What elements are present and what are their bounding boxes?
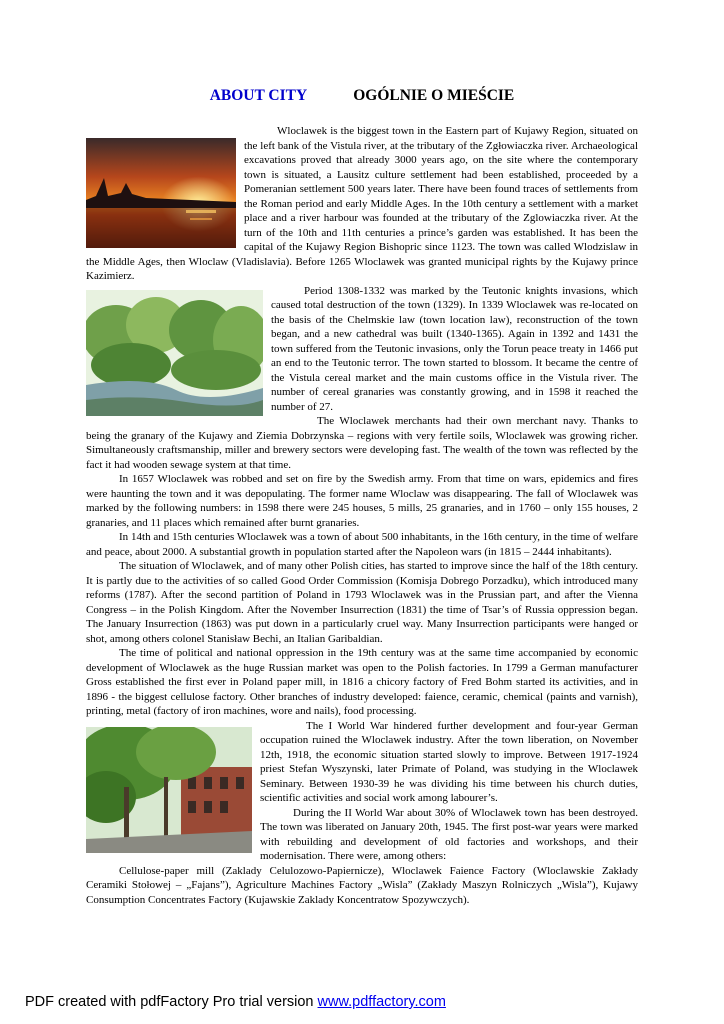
page-title — [86, 86, 638, 106]
title-polish: OGÓLNIE O MIEŚCIE — [353, 87, 515, 104]
article-body — [86, 124, 638, 907]
title-english: ABOUT CITY — [209, 87, 308, 104]
paragraph: The I World War hindered further development and four-year German occupation ruined the Wloclawek industry. After the town liberation, on November 12th, 1918, the economic situation started slowly to improve. Between 1917-1924 priest Stefan Wyszynski, later Primate of Poland, was studying in the Wloclawek Seminary. Between 1930-39 he was dividing his time between his church duties, scientific activities and social work among labourer’s. — [260, 719, 638, 804]
footer-text: PDF created with pdfFactory Pro trial version — [25, 994, 318, 1010]
pdf-footer — [25, 992, 715, 1012]
paragraph: Period 1308-1332 was marked by the Teutonic knights invasions, which caused total destruction of the town (1329). In 1339 Wloclawek was re-located on the basis of the Chelmskie law (town location law), reconstruction of the town began, and a new cathedral was built (1340-1365). Again in 1392 and 1431 the town suffered from the Teutonic invasions, only the Torun peace treaty in 1466 put an end to the Teutonic terror. The town started to blossom. It became the centre of the Vistula cereal market and the main customs office in the Vistula river. The number of cereal granaries was constantly growing, and in 1598 it reached the number of 27. — [271, 284, 638, 413]
paragraph: Wloclawek is the biggest town in the Eastern part of Kujawy Region, situated on the left bank of the Vistula river, at the tributary of the Zgłowiaczka river. Archaeological excavations proved that already 3000 years ago, on the site where the contemporary town is situated, a Lausitz culture settlement had been established, proceeded by a Pomeranian settlement 500 years later. There have been found traces of settlements from the Roman period and early Middle Ages. In the 10th century a settlement with a market place and a river harbour was founded at the tributary of the Zglowiaczka river. At the turn of the 10th and 11th centuries a prince’s garden was established. It has been the capital of the Kujawy Region Bishopric since 1123. The town was called Wlodzislaw in the Middle Ages, then Wloclaw (Vladislavia). Before 1265 Wloclawek was granted municipal rights by the Kujawy prince Kazimierz. — [86, 125, 638, 282]
willow-river-park-photo — [86, 290, 263, 416]
paragraph: Cellulose-paper mill (Zaklady Celulozowo-Papiernicze), Wloclawek Faience Factory (Wloclawskie Zakłady Ceramiki Stołowej – „Fajans”), Agriculture Machines Factory „Wisla” (Zakłady Maszyn Rolniczych „Wisla”), Kujawy Consumption Concentrates Factory (Kujawskie Zaklady Koncentratow Spozywczych). — [86, 864, 638, 906]
paragraph: During the II World War about 30% of Wloclawek town has been destroyed. The town was liberated on January 20th, 1945. The first post-war years were marked with rebuilding and development of old factories and workshops, and their modernisation. There were, among others: — [260, 806, 638, 862]
paragraph: In 1657 Wloclawek was robbed and set on fire by the Swedish army. From that time on wars, epidemics and fires were haunting the town and it was depopulating. The former name Wloclaw was disappearing. The fall of Wloclawek was marked by the following numbers: in 1598 there were 245 houses, 5 mills, 25 granaries, and in 1760 – only 155 houses, 2 granaries, and 11 places which remained after burnt granaries. — [86, 473, 638, 529]
tree-lined-street-photo — [86, 727, 252, 853]
footer-link[interactable]: www.pdffactory.com — [317, 994, 446, 1010]
sunset-river-photo — [86, 138, 236, 248]
paragraph: In 14th and 15th centuries Wloclawek was a town of about 500 inhabitants, in the 16th century, in the time of welfare and peace, about 2000. A substantial growth in population started after the Napoleon wars (in 1815 – 2444 inhabitants). — [86, 531, 638, 558]
paragraph: The time of political and national oppression in the 19th century was at the same time accompanied by economic development of Wloclawek as the huge Russian market was open to the Polish factories. In 1799 a German manufacturer Gross established the first ever in Poland paper mill, in 1816 a chicory factory of Fred Bohm started its activities, and in 1896 - the biggest cellulose factory. Other branches of industry developed: faience, ceramic, chemical (paints and varnish), printing, metal (factory of iron machines, wore and nails), food processing. — [86, 647, 638, 717]
paragraph: The situation of Wloclawek, and of many other Polish cities, has started to improve since the half of the 18th century. It is partly due to the activities of so called Good Order Commission (Komisja Dobrego Porzadku), which introduced many reforms (1787). After the second partition of Poland in 1793 Wloclawek was in the Prussian part, and after the Vienna Congress – in the Polish Kingdom. After the November Insurrection (1831) the time of Tsar’s of Russia oppression began. The January Insurrection (1863) was put down in a particularly cruel way. Many Insurrection participants were hanged or shot, among others colonel Stanisław Bechi, an Italian Garibaldian. — [86, 560, 638, 645]
paragraph: The Wloclawek merchants had their own merchant navy. Thanks to being the granary of the Kujawy and Ziemia Dobrzynska – regions with very fertile soils, Wloclawek was growing richer. Simultaneously craftsmanship, miller and brewery sectors were developing fast. The wealth of the town was reflected by the fact it had wooden sewage system at that time. — [86, 415, 638, 471]
